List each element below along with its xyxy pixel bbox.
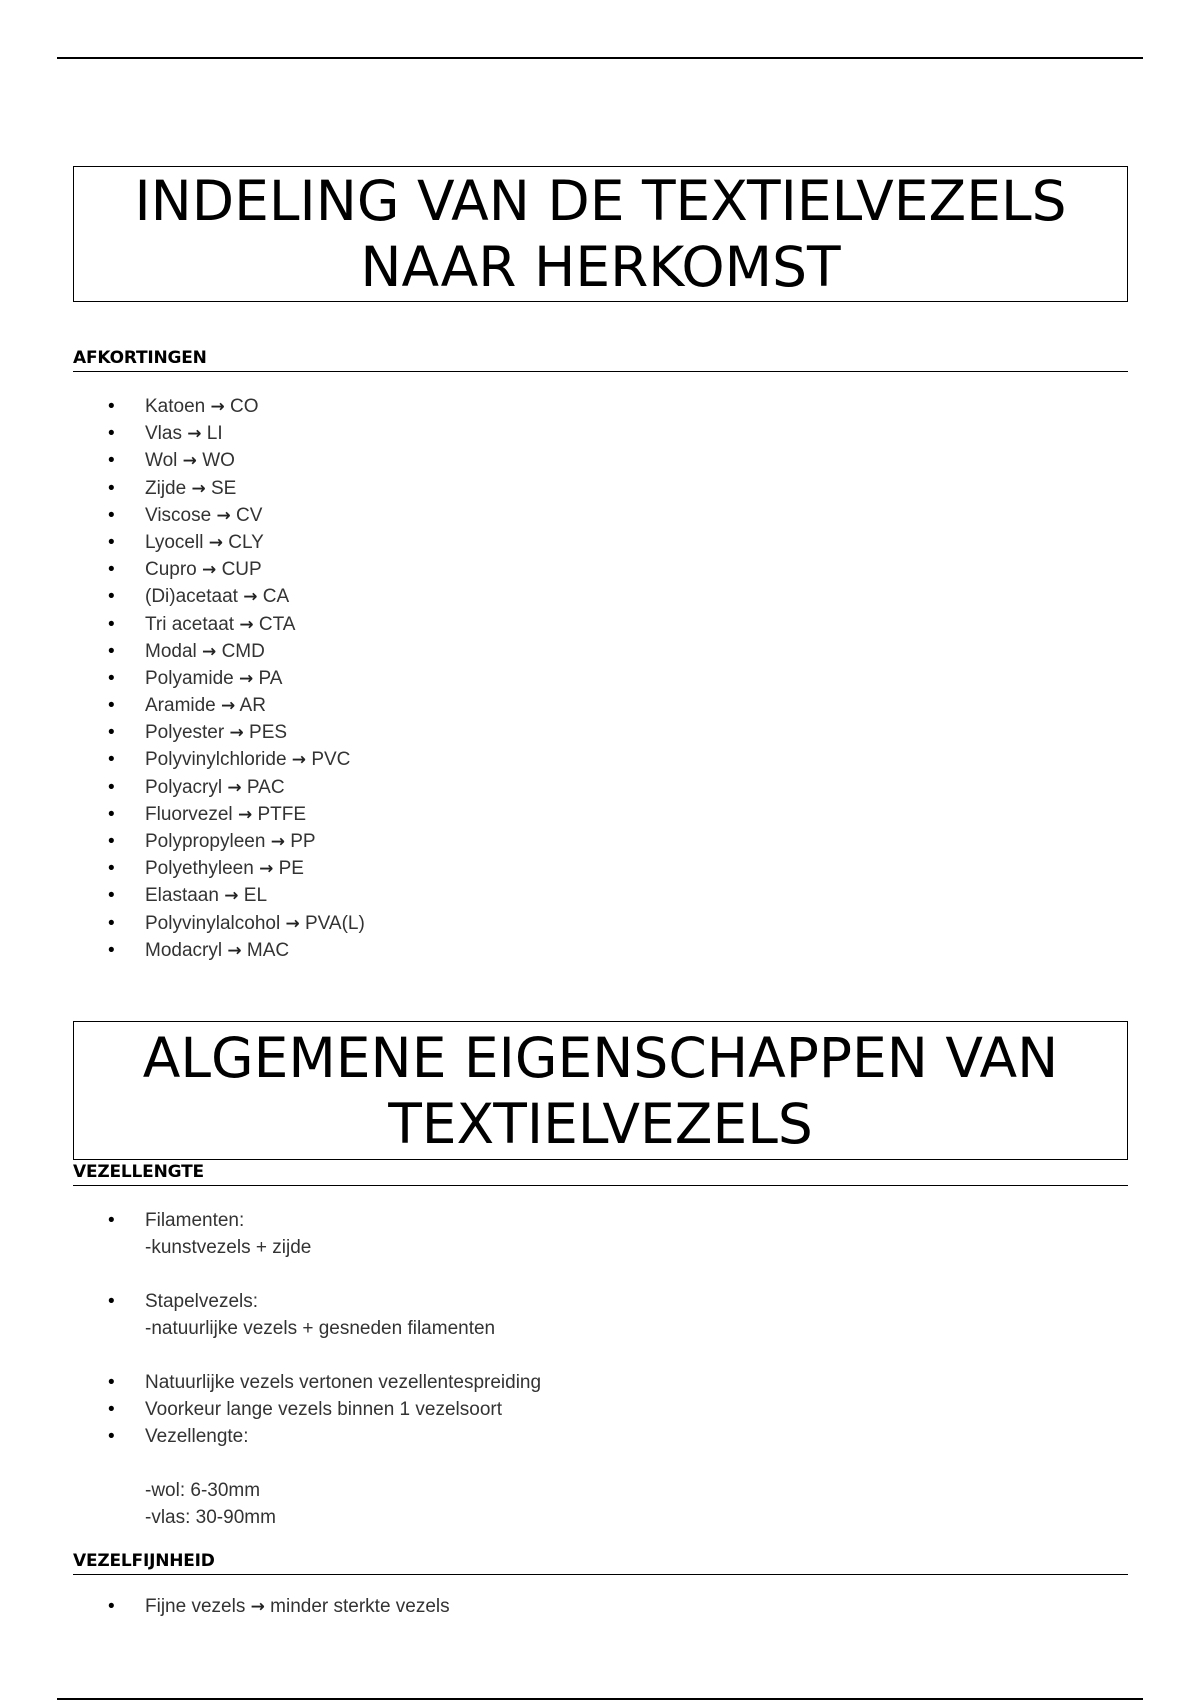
fiber-name: Lyocell xyxy=(145,531,204,553)
arrow-right-icon: → xyxy=(202,641,217,662)
list-item xyxy=(100,556,365,583)
fiber-name: Vlas xyxy=(145,423,182,445)
fiber-code: PAC xyxy=(246,776,285,798)
list-item xyxy=(100,611,365,638)
heading-vezellengte: VEZELLENGTE xyxy=(73,1162,1128,1186)
arrow-right-icon: → xyxy=(270,832,285,852)
arrow-right-icon: → xyxy=(191,478,206,499)
arrow-right-icon: → xyxy=(259,859,274,880)
fiber-code: MAC xyxy=(246,939,290,961)
list-item xyxy=(100,420,365,447)
fiber-name: Wol xyxy=(145,450,178,472)
sterkte-text: minder sterkte vezels xyxy=(270,1596,450,1617)
list-item xyxy=(100,882,365,909)
fiber-name: (Di)acetaat xyxy=(145,586,238,608)
fiber-name: Aramide xyxy=(145,695,216,717)
fiber-code: PES xyxy=(249,722,288,744)
fiber-code: CV xyxy=(236,504,263,526)
filamenten-label: • Filamenten: xyxy=(145,1210,245,1231)
vezellengte-wol: -wol: 6-30mm xyxy=(145,1480,261,1501)
stapelvezels-label: • Stapelvezels: xyxy=(145,1291,259,1312)
list-item xyxy=(100,910,365,937)
fiber-code: CLY xyxy=(228,531,264,553)
arrow-right-icon: → xyxy=(285,913,300,934)
abbreviation-list xyxy=(100,393,365,964)
fiber-name: Polyvinylchloride xyxy=(145,749,287,771)
list-item-fijne-vezels xyxy=(100,1596,450,1618)
list-item xyxy=(100,937,365,964)
fiber-code: PVC xyxy=(311,749,351,771)
arrow-right-icon: → xyxy=(239,614,254,635)
arrow-right-icon: → xyxy=(291,750,307,771)
fiber-name: Fluorvezel xyxy=(145,803,233,825)
list-item xyxy=(100,692,365,719)
fiber-name: Cupro xyxy=(145,559,197,581)
fiber-code: EL xyxy=(243,885,268,907)
vezellengte-list xyxy=(100,1207,541,1531)
section-title-box-herkomst xyxy=(73,166,1128,302)
arrow-right-icon: → xyxy=(187,424,202,445)
vezelfijnheid-list xyxy=(100,1596,450,1618)
fiber-code: SE xyxy=(211,477,237,499)
fiber-name: Polyvinylalcohol xyxy=(145,912,281,934)
list-item xyxy=(100,583,365,610)
list-item-spreiding xyxy=(100,1369,541,1396)
list-item-voorkeur xyxy=(100,1396,541,1423)
list-item-vezellengte xyxy=(100,1423,541,1531)
fiber-name: Modacryl xyxy=(145,939,223,961)
fiber-code: PA xyxy=(258,667,283,689)
list-item-filamenten xyxy=(100,1207,541,1288)
list-item xyxy=(100,719,365,746)
fijne-vezels-text: Fijne vezels xyxy=(145,1596,246,1617)
fiber-name: Modal xyxy=(145,640,197,662)
fiber-code: PTFE xyxy=(257,803,307,825)
fiber-code: CA xyxy=(262,586,290,608)
fiber-code: LI xyxy=(206,423,223,445)
voorkeur-text: • Voorkeur lange vezels binnen 1 vezelsoort xyxy=(145,1399,503,1420)
arrow-right-icon: → xyxy=(210,397,225,417)
fiber-name: Viscose xyxy=(145,504,212,526)
fiber-name: Elastaan xyxy=(145,885,219,907)
list-item xyxy=(100,746,365,773)
arrow-right-icon: → xyxy=(229,723,244,744)
filamenten-detail: -kunstvezels + zijde xyxy=(145,1237,312,1258)
list-item xyxy=(100,638,365,665)
fiber-name: Polypropyleen xyxy=(145,831,266,852)
fiber-code: AR xyxy=(239,695,266,717)
section-title-eigenschappen: ALGEMENE EIGENSCHAPPEN VAN TEXTIELVEZELS xyxy=(142,1025,1059,1156)
fiber-name: Polyacryl xyxy=(145,776,223,798)
arrow-right-icon: → xyxy=(250,1597,265,1617)
heading-vezelfijnheid: VEZELFIJNHEID xyxy=(73,1551,1128,1575)
fiber-code: CO xyxy=(230,396,259,417)
list-item xyxy=(100,502,365,529)
list-item xyxy=(100,393,365,420)
fiber-code: PE xyxy=(278,858,304,880)
arrow-right-icon: → xyxy=(208,532,223,553)
arrow-right-icon: → xyxy=(239,668,254,689)
section-title-box-eigenschappen xyxy=(73,1021,1128,1160)
fiber-name: Polyamide xyxy=(145,667,234,689)
vezellengte-vlas: -vlas: 30-90mm xyxy=(145,1507,276,1528)
arrow-right-icon: → xyxy=(237,804,253,825)
fiber-code: CTA xyxy=(258,613,296,635)
list-item xyxy=(100,529,365,556)
list-item xyxy=(100,774,365,801)
fiber-code: CMD xyxy=(221,640,265,662)
stapelvezels-detail: -natuurlijke vezels + gesneden filamenten xyxy=(145,1318,496,1339)
fiber-code: PVA(L) xyxy=(305,912,365,934)
fiber-name: Polyethyleen xyxy=(145,858,254,880)
list-item xyxy=(100,475,365,502)
fiber-name: Zijde xyxy=(145,477,187,499)
vezellengte-label: • Vezellengte: xyxy=(145,1426,249,1447)
heading-afkortingen: AFKORTINGEN xyxy=(73,348,1128,372)
arrow-right-icon: → xyxy=(224,886,239,907)
arrow-right-icon: → xyxy=(227,940,242,961)
fiber-name: Tri acetaat xyxy=(145,613,235,635)
spreiding-text: • Natuurlijke vezels vertonen vezellentespreiding xyxy=(145,1372,542,1393)
list-item xyxy=(100,855,365,882)
section-title-herkomst: INDELING VAN DE TEXTIELVEZELS NAAR HERKOMST xyxy=(134,169,1067,299)
arrow-right-icon: → xyxy=(216,505,231,526)
fiber-code: CUP xyxy=(221,559,262,581)
fiber-name: Polyester xyxy=(145,722,225,744)
list-item xyxy=(100,828,365,855)
arrow-right-icon: → xyxy=(227,777,242,798)
arrow-right-icon: → xyxy=(221,696,236,717)
arrow-right-icon: → xyxy=(243,587,258,608)
list-item xyxy=(100,801,365,828)
arrow-right-icon: → xyxy=(202,560,217,581)
list-item-stapelvezels xyxy=(100,1288,541,1369)
header-rule xyxy=(57,57,1143,59)
arrow-right-icon: → xyxy=(182,451,197,472)
list-item xyxy=(100,665,365,692)
list-item xyxy=(100,447,365,474)
fiber-code: PP xyxy=(290,831,316,852)
fiber-name: Katoen xyxy=(145,396,206,417)
fiber-code: WO xyxy=(202,450,235,472)
